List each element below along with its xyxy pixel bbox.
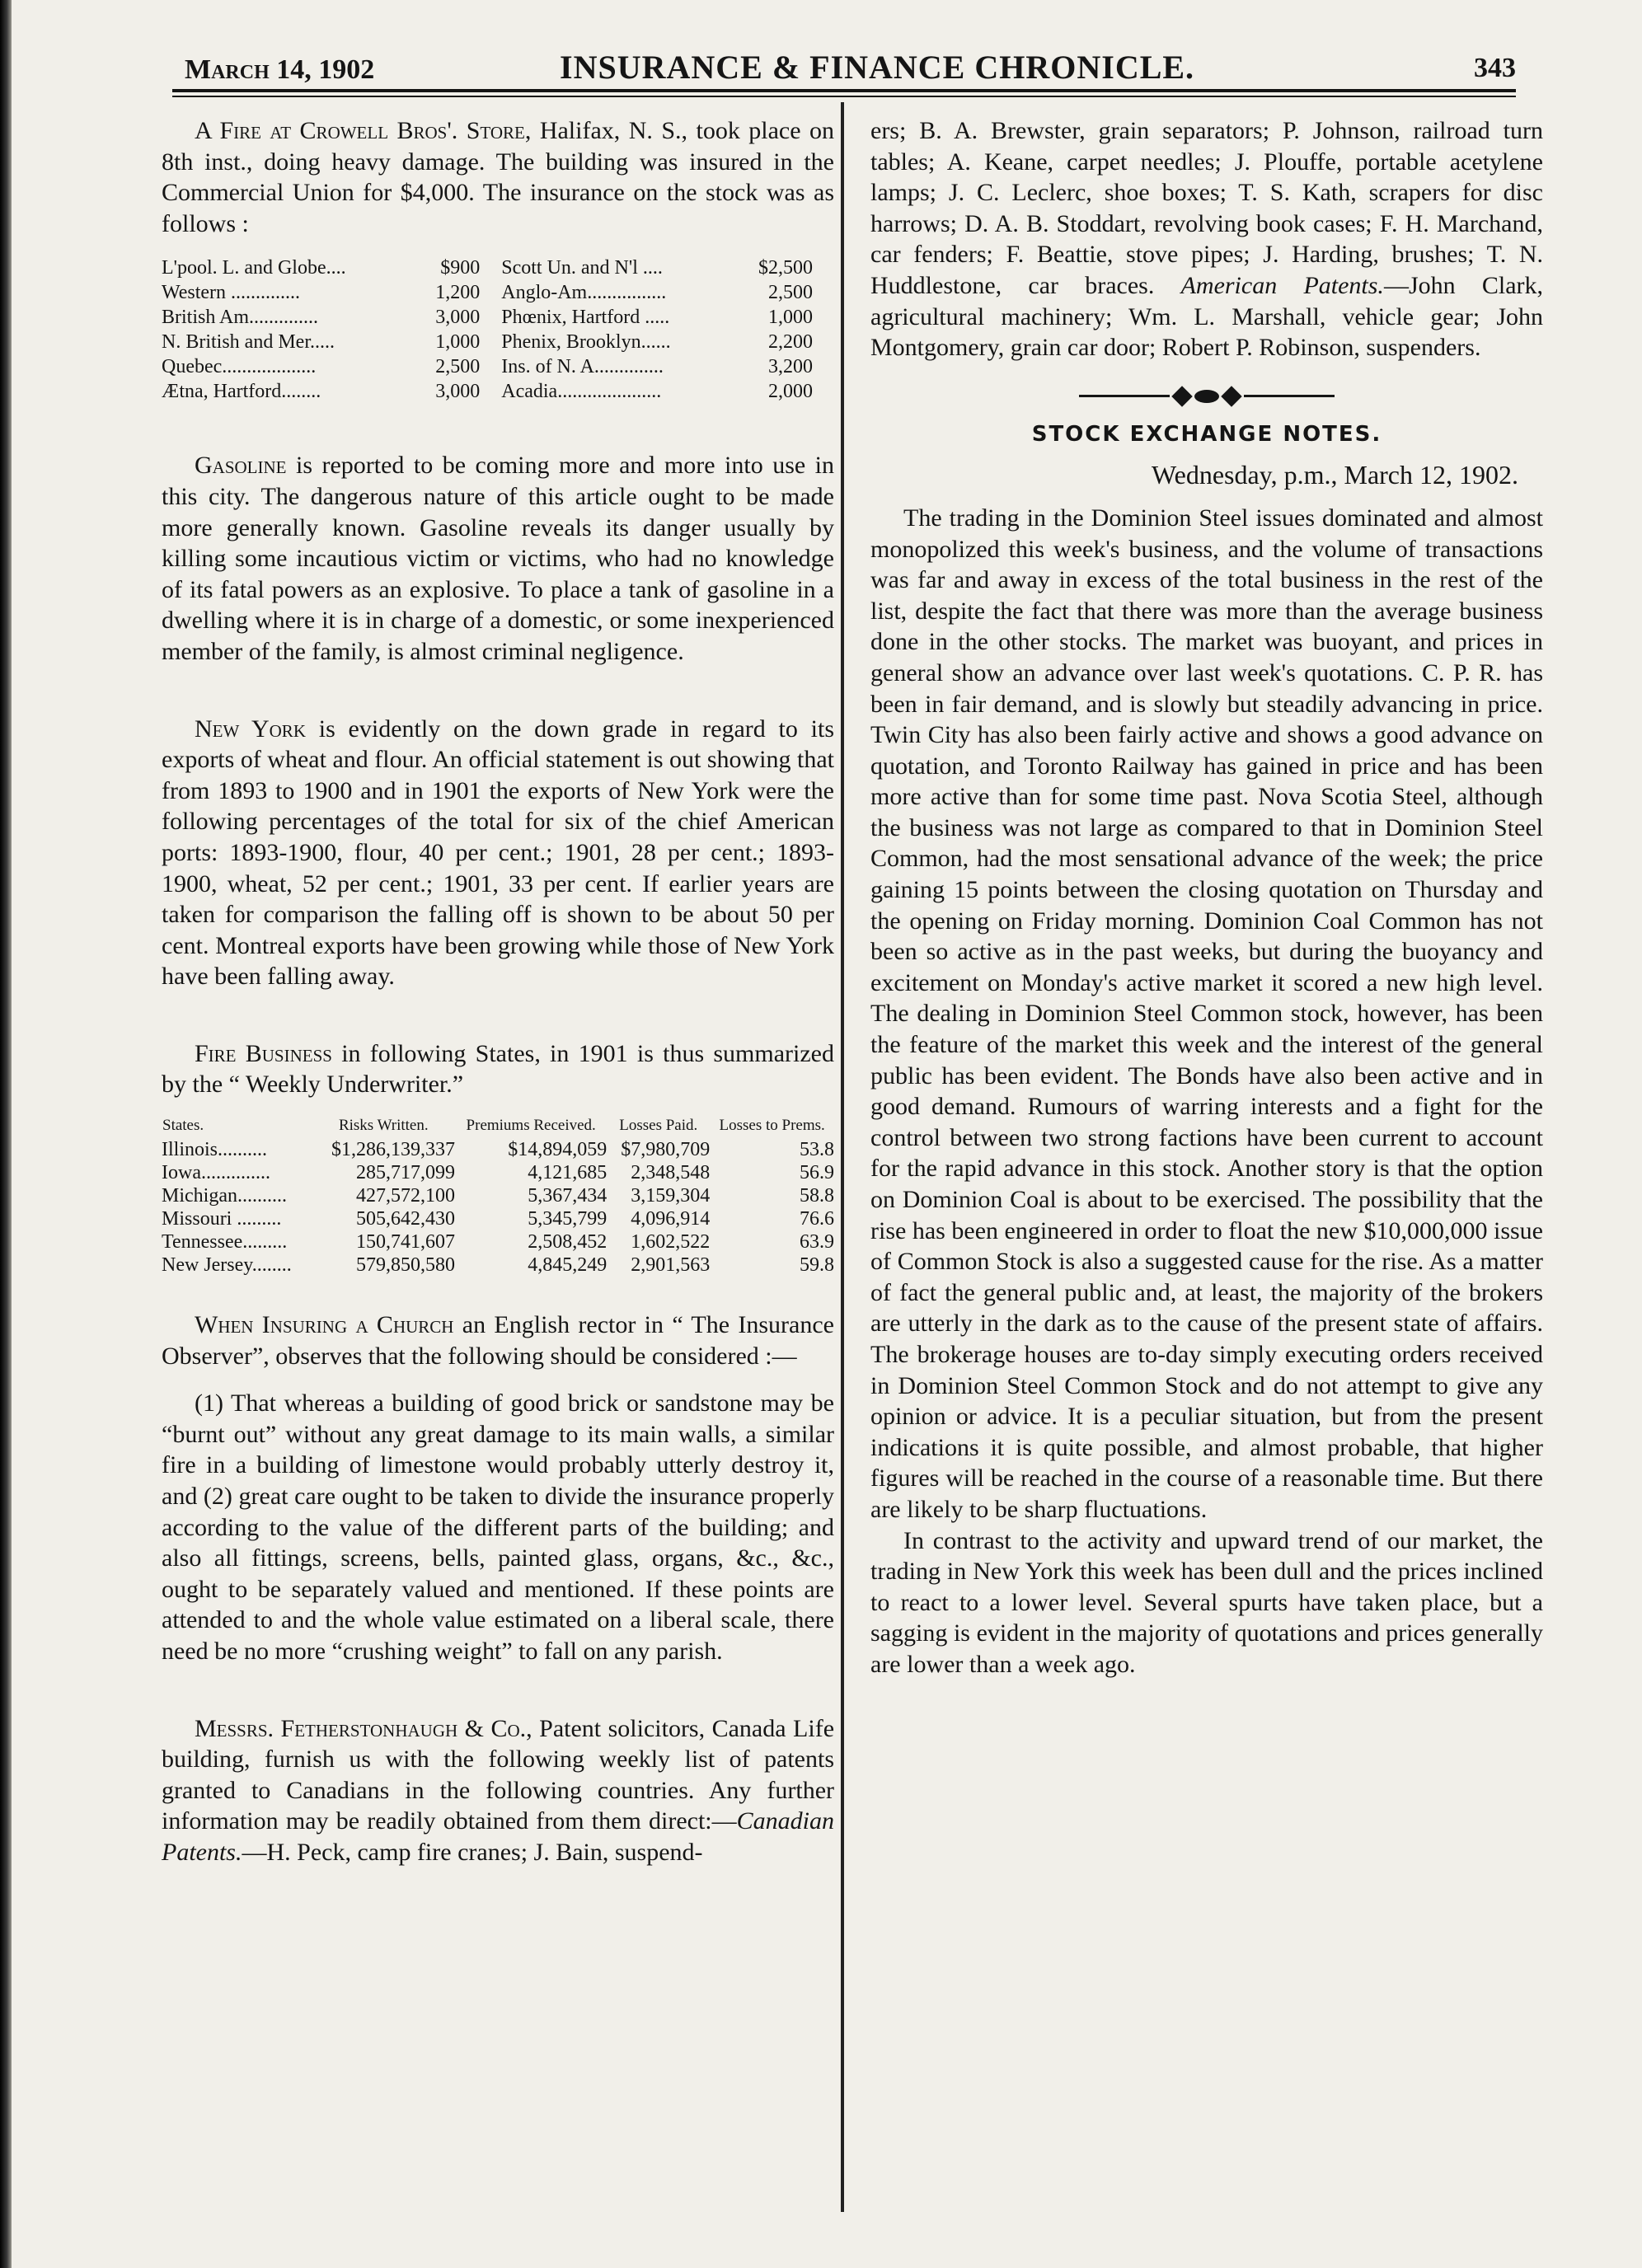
ornament-line <box>1079 395 1170 397</box>
church-points-paragraph: (1) That whereas a building of good brick or sandstone may be “burnt out” without any great damage to its main walls, a similar fire in a building of limestone would probably utterly destroy it, and (2) great care ought to be taken to divide the insurance properly according to the value of the different parts of the building; and also all fittings, screens, bells, painted glass, organs, &c., &c., ought to be separately valued and mentioned. If these points are attended to and the whole value estimated on a liberal scale, there need be no more “crushing weight” to fall on any parish. <box>162 1389 834 1665</box>
amount: 2,500 <box>768 282 813 304</box>
company-name: Scott Un. and N'l .... <box>501 257 663 279</box>
fire-business-lead: Fire Business <box>195 1039 332 1067</box>
gasoline-lead: Gasoline <box>195 452 287 480</box>
patents-paragraph <box>162 1713 834 1868</box>
left-column <box>162 115 834 1868</box>
table-cell: 58.8 <box>800 1185 834 1207</box>
table-cell: $1,286,139,337 <box>331 1139 456 1161</box>
table-row <box>162 330 834 354</box>
amount: 1,000 <box>435 331 481 354</box>
stock-paragraph-2: In contrast to the activity and upward trend of our market, the trading in New York this week has been dull and the prices inclined to react to a lower level. Several spurts have taken place, but a sagging is evident in the majority of quotations and prices generally are lower than a week ago. <box>870 1526 1543 1678</box>
state-cell: Illinois.......... <box>162 1139 268 1161</box>
company-name: Phœnix, Hartford ..... <box>501 307 670 329</box>
table-row <box>162 379 834 404</box>
table-cell: 150,741,607 <box>356 1231 456 1253</box>
column-divider <box>841 102 844 2212</box>
amount: 3,000 <box>435 381 481 403</box>
right-column <box>870 115 1543 1680</box>
company-name: Ætna, Hartford........ <box>162 381 321 403</box>
company-name: Western .............. <box>162 282 301 304</box>
column-header: Losses to Prems. <box>719 1117 825 1135</box>
table-cell: 2,348,548 <box>631 1162 711 1184</box>
table-cell: 3,159,304 <box>631 1185 711 1207</box>
company-name: Anglo-Am................ <box>501 282 667 304</box>
canadian-patents-label: Canadian Patents. <box>162 1807 834 1866</box>
amount: $900 <box>440 257 481 279</box>
table-row <box>162 1207 834 1230</box>
company-name: N. British and Mer..... <box>162 331 335 354</box>
company-name: British Am.............. <box>162 307 319 329</box>
company-name: Phenix, Brooklyn...... <box>501 331 671 354</box>
patents-lead: Messrs. Fetherstonhaugh & Co., <box>195 1714 532 1742</box>
table-cell: 2,901,563 <box>631 1254 711 1277</box>
header-date: March 14, 1902 <box>185 54 375 85</box>
section-ornament <box>870 380 1543 413</box>
gasoline-paragraph <box>162 450 834 667</box>
company-name: L'pool. L. and Globe.... <box>162 257 346 279</box>
page-header <box>172 46 1516 91</box>
column-header: Risks Written. <box>338 1117 429 1135</box>
state-cell: Tennessee......... <box>162 1231 288 1253</box>
table-cell: 505,642,430 <box>356 1208 456 1230</box>
page-number: 343 <box>1474 53 1516 83</box>
church-lead: When Insuring a Church <box>195 1311 454 1339</box>
crowell-lead: A Fire at Crowell Bros'. Store, <box>195 117 532 144</box>
newyork-paragraph <box>162 714 834 992</box>
table-cell: 427,572,100 <box>356 1185 456 1207</box>
stock-paragraph-1: The trading in the Dominion Steel issues dominated and almost monopolized this week's business, and the volume of transactions was far and away in excess of the total business in the rest of the list, despite the fact that there was more than the average business done in the other stocks. The market was buoyant, and prices in general show an advance over last week's quotations. C. P. R. has been in fair demand, and is slowly but steadily advancing in price. Twin City has also been fairly active and shows a good advance on quotation, and Toronto Railway has gained in price and has been more active than for some time past. Nova Scotia Steel, although the business was not large as compared to that in Dominion Steel Common, had the most sensational advance of the week; the price gaining 15 points between the closing quotation on Thursday and the opening on Friday morning. Dominion Coal Common has not been so active as in the past weeks, but during the buoyancy and excitement on Monday's active market it scored a new high level. The dealing in Dominion Steel Common stock, however, has been the feature of the market this week and the interest of the general public has been evident. The Bonds have also been active and in good demand. Rumours of warring interests and a fight for the control between two strong factions have been current to account for the rapid advance in this stock. Another story is that the option on Dominion Coal is about to be exercised. The possibility that the rise has been engineered in order to float the new $10,000,000 issue of Common Stock is also a suggested cause for the rise. As a matter of fact the general public and, at least, the majority of the brokers are utterly in the dark as to the cause of the present state of affairs. The brokerage houses are to-day simply executing orders received in Dominion Steel Common Stock and do not attempt to give any opinion or advice. It is a peculiar situation, but from the present indications it is quite possible, and almost probable, that higher figures will be reached in the course of a reasonable time. But there are likely to be sharp fluctuations. <box>870 504 1543 1523</box>
column-header: Losses Paid. <box>619 1117 698 1135</box>
state-cell: Michigan.......... <box>162 1185 287 1207</box>
table-cell: 63.9 <box>800 1231 834 1253</box>
amount: 2,000 <box>768 381 813 403</box>
patents-text: Patent solicitors, Canada Life building, furnish us with the following weekly list of patents granted to Canadians in the following countries. Any further information may be readily obtained from them direct:— <box>162 1714 835 1835</box>
table-cell: 579,850,580 <box>356 1254 456 1277</box>
ornament-diamond <box>1221 386 1241 406</box>
crowell-text: Halifax, N. S., took place on 8th inst., doing heavy damage. The building was insured in the Commercial Union for $4,000. The insurance on the stock was as follows : <box>162 117 835 237</box>
table-cell: 2,508,452 <box>528 1231 608 1253</box>
table-cell: 4,096,914 <box>631 1208 711 1230</box>
stock-exchange-dateline: Wednesday, p.m., March 12, 1902. <box>1151 460 1518 490</box>
table-row <box>162 1138 834 1161</box>
table-header-row <box>162 1117 834 1138</box>
amount: $2,500 <box>758 257 813 279</box>
american-patents-label: American Patents. <box>1180 271 1384 299</box>
table-cell: 53.8 <box>800 1139 834 1161</box>
column-header: Premiums Received. <box>466 1117 596 1135</box>
header-title: INSURANCE & FINANCE CHRONICLE. <box>560 49 1195 86</box>
table-row <box>162 255 834 280</box>
canadian-patents-continued: ers; B. A. Brewster, grain separators; P. Johnson, railroad turn tables; A. Keane, carpet needles; J. Plouffe, portable acetylene lamps; J. C. Leclerc, shoe boxes; T. S. Kath, scrapers for disc harrows; D. A. B. Stoddart, revolving book cases; F. H. Marchand, car fenders; F. Beattie, stove pipes; J. Harding, brushes; T. N. Huddlestone, car braces. <box>870 117 1543 299</box>
column-header: States. <box>162 1117 204 1135</box>
amount: 1,000 <box>768 307 813 329</box>
state-cell: Iowa.............. <box>162 1162 270 1184</box>
table-cell: 56.9 <box>800 1162 834 1184</box>
crowell-insurance-table <box>162 255 834 404</box>
amount: 3,000 <box>435 307 481 329</box>
gasoline-text: is reported to be coming more and more into use in this city. The dangerous nature of this article ought to be made more generally known. Gasoline reveals its danger usually by killing some incautious victim or victims, who had no knowledge of its fatal powers as an explosive. To place a tank of gasoline in a dwelling where it is in charge of a domestic, or some inexperienced member of the family, is almost criminal negligence. <box>162 452 834 665</box>
stock-exchange-heading: STOCK EXCHANGE NOTES. <box>1031 421 1382 447</box>
newyork-text: is evidently on the down grade in regard to its exports of wheat and flour. An official statement is out showing that from 1893 to 1900 and in 1901 the exports of New York were the following percentages of the total for six of the chief American ports: 1893-1900, flour, 40 per cent.; 1901, 28 per cent.; 1893-1900, wheat, 52 per cent.; 1901, 33 per cent. If earlier years are taken for comparison the falling off is shown to be about 50 per cent. Montreal exports have been growing while those of New York have been falling away. <box>162 715 834 991</box>
fire-business-paragraph <box>162 1038 834 1100</box>
amount: 1,200 <box>435 282 481 304</box>
newyork-lead: New York <box>195 715 306 743</box>
patents-continued <box>870 115 1543 363</box>
amount: 2,500 <box>435 356 481 378</box>
header-rule-thin <box>172 96 1516 97</box>
crowell-paragraph <box>162 115 834 239</box>
church-paragraph <box>162 1310 834 1371</box>
amount: 3,200 <box>768 356 813 378</box>
table-cell: 285,717,099 <box>356 1162 456 1184</box>
table-cell: $14,894,059 <box>508 1139 608 1161</box>
ornament-line <box>1244 395 1335 397</box>
fire-business-text: in following States, in 1901 is thus summarized by the “ Weekly Underwriter.” <box>162 1039 834 1099</box>
company-name: Ins. of N. A.............. <box>501 356 664 378</box>
table-cell: 4,845,249 <box>528 1254 608 1277</box>
table-cell: $7,980,709 <box>621 1139 711 1161</box>
amount: 2,200 <box>768 331 813 354</box>
state-cell: New Jersey........ <box>162 1254 292 1277</box>
table-cell: 5,345,799 <box>528 1208 608 1230</box>
table-row <box>162 305 834 330</box>
company-name: Quebec................... <box>162 356 317 378</box>
table-row <box>162 1184 834 1207</box>
church-text: an English rector in “ The Insurance Observer”, observes that the following should be considered :— <box>162 1311 834 1370</box>
table-cell: 76.6 <box>800 1208 834 1230</box>
state-cell: Missouri ......... <box>162 1208 282 1230</box>
ornament-diamond <box>1171 386 1192 406</box>
table-row <box>162 1161 834 1184</box>
table-row <box>162 1230 834 1253</box>
table-row <box>162 280 834 305</box>
table-cell: 5,367,434 <box>528 1185 608 1207</box>
canadian-patents-text: —H. Peck, camp fire cranes; J. Bain, suspend- <box>242 1838 703 1866</box>
table-cell: 1,602,522 <box>631 1231 711 1253</box>
newspaper-page <box>12 0 1642 2268</box>
company-name: Acadia..................... <box>501 381 662 403</box>
table-cell: 59.8 <box>800 1254 834 1277</box>
ornament-oval <box>1194 390 1219 403</box>
table-cell: 4,121,685 <box>528 1162 608 1184</box>
page-edge <box>0 0 12 2268</box>
header-rule <box>172 89 1516 92</box>
table-row <box>162 354 834 379</box>
table-row <box>162 1253 834 1277</box>
american-patents-text: —John Clark, agricultural machinery; Wm. L. Marshall, vehicle gear; John Montgomery, grain car door; Robert P. Robinson, suspenders. <box>870 271 1543 362</box>
fire-business-table <box>162 1117 834 1277</box>
